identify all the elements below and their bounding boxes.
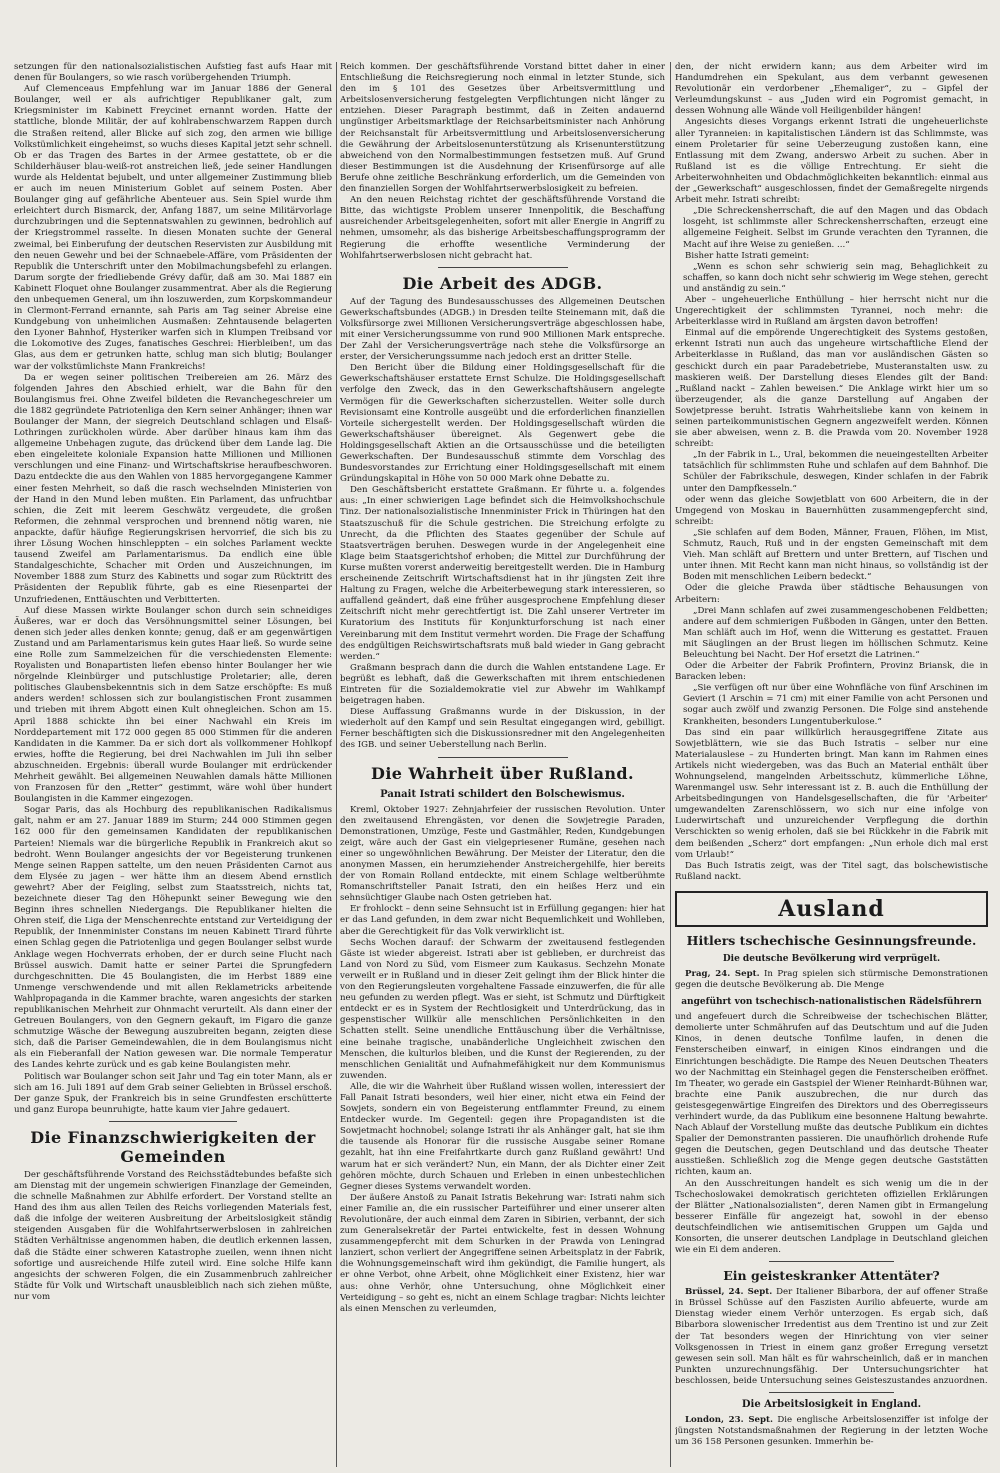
divider bbox=[438, 757, 568, 758]
emphasis-line: angeführt von tschechisch-nationalistischen Rädelsführern bbox=[681, 997, 982, 1008]
paragraph: Er frohlockt – denn seine Sehnsucht ist in Erfüllung gegangen: hier hat er das Land gefunden, in dem zwar nicht Bequemlichkeit und Wohlleben, aber die Gerechtigkeit für das Volk verwirklicht ist. bbox=[340, 904, 665, 937]
headline-finanzschwierigkeiten: Die Finanzschwierigkeiten der Gemeinden bbox=[30, 1127, 316, 1166]
paragraph-text: Die englische Arbeitslosenziffer ist infolge der jüngsten Notstandsmaßnahmen der Regierung in der letzten Woche um 36 158 Personen gesunken. Immerhin be- bbox=[675, 1415, 988, 1448]
paragraph bbox=[675, 1287, 988, 1387]
paragraph: Auf diese Massen wirkte Boulanger schon durch sein schneidiges Äußeres, war er doch das Versöhnungsmittel seiner Lösungen, bei denen sich jeder alles denken konnte; genug, daß er am gegenwärtigen Zustand und am Parlamentarismus kein gutes Haar ließ. So wurde seine eine Rolle zum Sammelzeichen für die verschiedensten Elemente: Royalisten und Bonapartisten liefen ebenso hinter Boulanger her wie nörgelnde Kleinbürger und putschlustige Proletarier; alle, deren politisches Glaubensbekenntnis sich in dem Satze erschöpfte: Es muß anders werden! schlossen sich zur boulangistischen Front zusammen und trieben mit ihrem Abgott einen Kult ohnegleichen. Schon am 15. April 1888 schickte ihn bei einer Nachwahl ein Kreis im Norddepartement mit 172 000 gegen 85 000 Stimmen für die anderen Kandidaten in die Kammer. Da er sich dort als vollkommener Hohlkopf erwies, hoffte die Regierung, bei drei Nachwahlen im Juli ihn selber abzuschneiden. Ergebnis: überall wurde Boulanger mit erdrückender Mehrheit gewählt. Bei allgemeinen Neuwahlen damals hätte Millionen von Franzosen für den „Retter“ gestimmt, wäre wohl über hundert Boulangisten in die Kammer eingezogen. bbox=[14, 605, 332, 805]
paragraph: Den Bericht über die Bildung einer Holdingsgesellschaft für die Gewerkschaftshäuser erstattete Ernst Schulze. Die Holdingsgesellschaft verfolge den Zweck, das in den Gewerkschaftshäusern angelegte Vermögen für die Gewerkschaften sicherzustellen. Weiter solle durch Revisionsamt eine Kontrolle ausgeübt und die erforderlichen finanziellen Vorteile sichergestellt werden. Der Holdingsgesellschaft würden die Gewerkschaftshäuser übereignet. Als Gegenwert gebe die Holdingsgesellschaft Aktien an die Ortsausschüsse und die beteiligten Gewerkschaften. Der Bundesausschuß stimmte dem Vorschlag des Bundesvorstandes zur Errichtung einer Holdingsgesellschaft mit einem Gründungskapital in Höhe von 50 000 Mark ohne Debatte zu. bbox=[340, 363, 665, 485]
paragraph: den, der nicht erwidern kann; aus dem Arbeiter wird im Handumdrehen ein Spekulant, aus dem verbannt gewesenen Revolutionär ein verdorbener „Ehemaliger“, zu – Gipfel der Verleumdungskunst – aus „Juden wird ein Pogromist gemacht, in dessen Wohnung alle Wände voll Heiligenbilder hängen! bbox=[675, 62, 988, 117]
paragraph: Das sind ein paar willkürlich herausgegriffene Zitate aus Sowjetblättern, wie sie das Buch Istratis – selber nur eine Materialauslese – zu Hunderten bringt. Man kann im Rahmen eines Artikels nicht wiedergeben, was das Buch an Material enthält über Wohnungselend, mangelnden Arbeitsschutz, kümmerliche Löhne, Warenmangel usw. Sehr interessant ist z. B. auch die Enthüllung der Arbeitsbedingungen von Handelsgesellschaften, die für 'Arbeiter' umgewandelten Zarenschlössern, wo sich nur eine infolge von Luderwirtschaft und unzureichender Verpflegung die dorthin Verschickten so wenig erholen, daß sie bei Rückkehr in die Fabrik mit dem beißenden „Scherz“ dort empfangen: „Nun erhole dich mal erst vom Urlaub!“ bbox=[675, 727, 988, 860]
paragraph: Aber – ungeheuerliche Enthüllung – hier herrscht nicht nur die Ungerechtigkeit der schlimmsten Tyrannei, noch mehr: die Arbeiterklasse wird in Rußland am ärgsten davon betroffen! bbox=[675, 294, 988, 328]
quote: „Wenn es schon sehr schwierig sein mag, Behaglichkeit zu schaffen, so kann doch nicht sehr schwierig im Wege stehen, gerecht und anständig zu sein.“ bbox=[683, 261, 988, 294]
paragraph: Graßmann besprach dann die durch die Wahlen entstandene Lage. Er begrüßt es lebhaft, daß die Gewerkschaften mit ihrem entschiedenen Eintreten für die Sozialdemokratie viel zur Abwehr im Wahlkampf beigetragen haben. bbox=[340, 662, 665, 707]
paragraph: Einmal auf die empörende Ungerechtigkeit des Systems gestoßen, erkennt Istrati nun auch das ungeheure wirtschaftliche Elend der Arbeiterklasse in Rußland, das man vor ausländischen Gästen so geschickt durch ein paar Paradebetriebe, Musteranstalten usw. zu maskieren weiß. Der Darstellung dieses Elendes gilt der Band: „Rußland nackt – Zahlen beweisen.“ Die Anklage wirkt hier um so überzeugender, als die ganze Darstellung auf Angaben der Sowjetpresse beruht. Istratis Wahrheitsliebe kann von keinem in seinen parteikommunistischen Gegnern angezweifelt werden. Können sie aber abweisen, wenn z. B. die Prawda vom 20. November 1928 schreibt: bbox=[675, 328, 988, 450]
quote: „Drei Mann schlafen auf zwei zusammengeschobenen Feldbetten; andere auf dem schmierigen Fußboden in Gängen, unter den Betten. Man schläft auch im Hof, wenn die Witterung es gestattet. Frauen mit Säuglingen an der Brust liegen im höllischen Schmutz. Keine Beleuchtung bei Nacht. Der Hof ersetzt die Latrinen.“ bbox=[683, 605, 988, 660]
headline-arbeit-adgb: Die Arbeit des ADGB. bbox=[402, 273, 603, 293]
subheadline-istrati: Panait Istrati schildert den Bolschewismus. bbox=[380, 788, 625, 800]
paragraph bbox=[675, 969, 988, 991]
paragraph: setzungen für den nationalsozialistischen Aufstieg fast aufs Haar mit denen für Boulangers, so wie rasch vorübergehenden Triumph. bbox=[14, 62, 332, 84]
paragraph: Den Geschäftsbericht erstattete Graßmann. Er führte u. a. folgendes aus: „In einer schwierigen Lage befindet sich die Heimvolkshochschule Tinz. Der nationalsozialistische Innenminister Frick in Thüringen hat den Staatszuschuß für die Schule gestrichen. Die Streichung erfolgte zu Unrecht, da die Pflichten des Staates gegenüber der Schule auf Staatsverträgen beruhen. Deswegen wurde in der Angelegenheit eine Klage beim Staatsgerichtshof erhoben; die Mittel zur Durchführung der Kurse mußten vorerst anderweitig bereitgestellt werden. Die in Hamburg erscheinende Zeitschrift Wirtschaftsdienst hat in ihr jüngsten Zeit ihre Haltung zu Fragen, welche die Arbeiterbewegung stark interessieren, so auffallend geändert, daß eine früher ausgesprochene Empfehlung dieser Zeitschrift nicht mehr gerechtfertigt ist. Die Zahl unserer Vertreter im Kuratorium des Instituts für Konjunkturforschung ist nach einer Vereinbarung mit dem Institut vermehrt worden. Die Frage der Schaffung des endgültigen Reichswirtschaftsrats muß bald wieder in Gang gebracht werden.“ bbox=[340, 485, 665, 662]
paragraph: An den neuen Reichstag richtet der geschäftsführende Vorstand die Bitte, das wichtigste Problem unserer Innenpolitik, die Beschaffung ausreichender Arbeitsgelegenheiten, sofort mit aller Energie in Angriff zu nehmen, umsomehr, als das bisherige Arbeitsbeschaffungsprogramm der Regierung die erhoffte wesentliche Verminderung der Wohlfahrtserwerbslosen nicht gebracht hat. bbox=[340, 195, 665, 261]
paragraph: Da er wegen seiner politischen Treibereien am 26. März des folgenden Jahres den Abschied erhielt, war die Bahn für den Boulangismus frei. Ohne Zweifel bildeten die Revanchegeschreier um die 1882 gegründete Patriotenliga den Kern seiner Anhänger; ihnen war Boulanger der Mann, der siegreich Deutschland schlagen und Elsaß-Lothringen zurückholen würde. Aber darüber hinaus kam ihm das allgemeine Unbehagen zugute, das drückend über dem Lande lag. Die eben eingeleitete koloniale Expansion hatte Millionen und Millionen verschlungen und eine Finanz- und Wirtschaftskrise heraufbeschworen. Dazu entdeckte die aus den Wahlen von 1885 hervorgegangene Kammer einer festen Mehrheit, so daß die rasch wechselnden Ministerien von der Hand in den Mund leben mußten. Ein Parlament, das unfruchtbar schien, die Zeit mit leerem Geschwätz vergeudete, die großen Reformen, die zehnmal versprochen und brennend nötig waren, nie anpackte, dafür häufige Regierungskrisen hervorrief, die sich bis zu ihrer Lösung Wochen hinschleppten – ein solches Parlament weckte tausend Zweifel am Parlamentarismus. Da endlich eine üble Standalgeschichte, Schacher mit Orden und Auszeichnungen, im November 1888 zum Sturz des Kabinetts und sogar zum Rücktritt des Präsidenten der Republik führte, gab es eine Riesenpartei der Unzufriedenen, Enttäuschten und Verbitterten. bbox=[14, 372, 332, 605]
paragraph: Diese Auffassung Graßmanns wurde in der Diskussion, in der wiederholt auf den Kampf und sein Resultat eingegangen wird, gebilligt. Ferner beschäftigten sich die Diskussionsredner mit den Angelegenheiten des IGB. und seiner Ueberstellung nach Berlin. bbox=[340, 707, 665, 751]
paragraph: Sogar Paris, das als Hochburg des republikanischen Radikalismus galt, nahm er am 27. Januar 1889 im Sturm; 244 000 Stimmen gegen 162 000 für den gemeinsamen Kandidaten der republikanischen Parteien! Niemals war die bürgerliche Republik in Frankreich akut so bedroht. Wenn Boulanger angesichts der vor Begeisterung trunkenen Menge seinen Rappen sattelte, um den neuen Präsidenten Carnot aus dem Elysée zu jagen – wer hätte ihm an diesem Abend ernstlich gewehrt? Aber der Feigling, selbst zum Staatsstreich, nichts tat, bezeichnete dieser Tag den Höhepunkt seiner Bewegung wie den Beginn ihres schnellen Niedergangs. Die Republikaner hielten die Ohren steif, die Liga der Menschenrechte entstand zur Verteidigung der Republik, der Innenminister Constans im neuen Kabinett Tirard führte einen Schlag gegen die Patriotenliga und gegen Boulanger selbst wurde Anklage wegen Hochverrats erhoben, der er durch seine Flucht nach Brüssel auswich. Damit hatte er seiner Partei die Sprungfedern durchgeschnitten. Die 45 Boulangisten, die im Herbst 1889 eine Unmenge verschwendende und mit allen Reklametricks arbeitende Wahlpropaganda in die Kammer brachte, waren angesichts der starken republikanischen Mehrheit zur Ohnmacht verurteilt. Als dann einer der Getreuen Boulangers, von den Gegnern gekauft, im Figaro die ganze schmutzige Wäsche der Bewegung auszubreiten begann, zeigten diese sich, daß die Pariser Gemeindewahlen, die in dem Boulangismus nicht als ein Fieberanfall der Nation gewesen war. Die normale Temperatur des Landes kehrte zurück und es gab keine Boulangisten mehr. bbox=[14, 805, 332, 1071]
column-rule bbox=[670, 62, 671, 1467]
headline-hitlers-tschechische: Hitlers tschechische Gesinnungsfreunde. bbox=[686, 932, 977, 948]
paragraph-text: In Prag spielen sich stürmische Demonstrationen gegen die deutsche Bevölkerung ab. Die Menge bbox=[675, 968, 988, 991]
paragraph: oder wenn das gleiche Sowjetblatt von 600 Arbeitern, die in der Umgegend von Moskau in Bauernhütten zusammengepfercht sind, schreibt: bbox=[675, 494, 988, 527]
paragraph: An den Ausschreitungen handelt es sich wenig um die in der Tschechoslowakei demokratisch gerichteten offiziellen Erklärungen der Blätter „Nationalsozialisten“, deren Namen gibt in Ermangelung besserer Einfälle für angezeigt hat, sowohl in der ebenso deutschfeindlichen wie antisemitischen Gruppen um Gajda und Konsorten, die unserer deutschen Landplage in Deutschland gleichen wie ein Ei dem anderen. bbox=[675, 1178, 988, 1256]
quote: „Sie verfügen oft nur über eine Wohnfläche von fünf Arschinen im Geviert (1 Arschin = 71 cm) mit einer Familie von acht Personen und sogar auch zwölf und zwanzig Personen. Die Folge sind anstehende Krankheiten, besonders Lungentuberkulose.“ bbox=[683, 683, 988, 727]
paragraph-text: Der Italiener Bibarbora, der auf offener Straße in Brüssel Schüsse auf den Faszisten Aurilio abfeuerte, wurde am Dienstag wieder einem Verhör unterzogen. Es ergab sich, daß Bibarbora slowenischer Irredentist aus dem Trentino ist und zur Zeit der Tat besonders wegen der Hinrichtung von vier seiner Volksgenossen in Triest in einem ganz großer Erregung versetzt gewesen sein soll. Man hält es für wahrscheinlich, daß er in manchen Punkten unzurechnungsfähig. Der Untersuchungsrichter hat beschlossen, beide Untersuchung seines Geisteszustandes anzuordnen. bbox=[675, 1287, 988, 1386]
headline-arbeitslosigkeit-england: Die Arbeitslosigkeit in England. bbox=[741, 1399, 922, 1411]
paragraph: Der geschäftsführende Vorstand des Reichsstädtebundes befaßte sich am Dienstag mit der ungemein schwierigen Finanzlage der Gemeinden, die schnelle Maßnahmen zur Abhilfe erfordert. Der Vorstand stellte an Hand des ihm aus allen Teilen des Reichs vorliegenden Materials fest, daß die infolge der weiteren Ausbreitung der Arbeitslosigkeit ständig steigenden Ausgaben für die Wohlfahrtserwerbslosen in zahlreichen Städten Verhältnisse angenommen haben, die deutlich erkennen lassen, daß die Städte einer schweren Katastrophe zueilen, wenn ihnen nicht sofortige und ausreichende Hilfe zuteil wird. Eine solche Hilfe kann angesichts der schweren Folgen, die ein Zusammenbruch zahlreicher Städte für Volk und Wirtschaft unausbleiblich nach sich ziehen müßte, nur vom bbox=[14, 1169, 332, 1302]
section-header-ausland: Ausland bbox=[675, 891, 988, 927]
dateline: Prag, 24. Sept. bbox=[685, 968, 760, 979]
headline-wahrheit-russland: Die Wahrheit über Rußland. bbox=[371, 763, 634, 783]
dateline: London, 23. Sept. bbox=[685, 1415, 773, 1426]
divider bbox=[438, 267, 568, 268]
paragraph: Oder die Arbeiter der Fabrik Profintern, Provinz Briansk, die in Baracken leben: bbox=[675, 661, 988, 683]
quote: „In der Fabrik in L., Ural, bekommen die neueingestellten Arbeiter tatsächlich für schlimmsten Ruhe und schlafen auf dem Bahnhof. Die Schüler der Fabrikschule, deswegen, Kinder schlafen in der Fabrik unter den Dampfkesseln.“ bbox=[683, 450, 988, 494]
headline-attentaeter: Ein geisteskranker Attentäter? bbox=[723, 1268, 940, 1284]
divider bbox=[109, 1121, 236, 1122]
quote: „Die Schreckensherrschaft, die auf den Magen und das Obdach losgeht, ist schlimmste aller Schreckensherrschaften, erzeugt eine allgemeine Feigheit. Selbst im Grunde verachten den Tyrannen, die Macht auf ihre Weise zu genießen. ...“ bbox=[683, 206, 988, 250]
dateline: Brüssel, 24. Sept. bbox=[685, 1287, 773, 1298]
paragraph: Oder die gleiche Prawda über städtische Behausungen von Arbeitern: bbox=[675, 583, 988, 605]
divider bbox=[769, 1392, 894, 1393]
paragraph: Alle, die wir die Wahrheit über Rußland wissen wollen, interessiert der Fall Panait Istrati besonders, weil hier einer, nicht etwa ein Feind der Sowjets, sondern ein von Begeisterung entflammter Freund, zu einem Entdecker wurde. Im Gegenteil: gegen ihre Propagandisten ist die Sowjetmacht hochnobel; solange Istrati ihr als Anhänger galt, hat sie ihm die tausende als Honorar für die russische Ausgabe seiner Romane gezahlt, hat ihn eine Freifahrtkarte durch ganz Rußland gewährt! Und warum hat er sich verändert? Nun, ein Mann, der als Dichter einer Zeit gehören möchte, durch Schauen und Erleben in einen unbestechlichen Gegner dieses Systems verwandelt worden. bbox=[340, 1081, 665, 1192]
paragraph: Kreml, Oktober 1927: Zehnjahrfeier der russischen Revolution. Unter den zweitausend Ehrengästen, vor denen die Sowjetregie Paraden, Demonstrationen, Umzüge, Feste und Gastmähler, Reden, Kundgebungen zeigt, wäre auch der Gast ein vielgepriesener Rumäne, gesehen nach einer so ungewöhnlichen Bewährung. Der Meister der Literatur, den die anonymen Massen, ein herumziehender Anstreichergehilfe, hier bereits der von Romain Rolland entdeckte, mit einem Schlage weltberühmte Romanschriftsteller Panait Istrati, den ein heißes Herz und ein sehnsüchtiger Glaube nach Osten getrieben hat. bbox=[340, 804, 665, 904]
column-rule bbox=[336, 62, 337, 1467]
paragraph: Der äußere Anstoß zu Panait Istratis Bekehrung war: Istrati nahm sich einer Familie an, die ein russischer Parteiführer und einer unserer alten Revolutionäre, der auch einmal dem Zaren in Sibirien, verbannt, der sich zum Generalsekretär der Partei entwickelte, fest in dessen Wohnung zusammengepfercht mit dem Schurken in der Prawda von Leningrad lanziert, schon verliert der Angegriffene seinen Arbeitsplatz in der Fabrik, die Wohnungsgemeinschaft wird ihm gekündigt, die Familie hungert, als er ohne Verbot, ohne Arbeit, ohne Möglichkeit einer Existenz, hier war aus: ohne Verhör, ohne Untersuchung, ohne Möglichkeit einer Verteidigung – so geht es, nicht an einem Schlage tragbar: Nichts leichter als einen Menschen zu verleumden, bbox=[340, 1192, 665, 1314]
paragraph: Sechs Wochen darauf: der Schwarm der zweitausend festlegenden Gäste ist wieder abgereist. Istrati aber ist geblieben, er durchreist das Land von Nord zu Süd, vom Eismeer zum Kaukasus. Sechzehn Monate verweilt er in Rußland und in dieser Zeit gelingt ihm der Blick hinter die von den Regierungsleuten vorgehaltene Fassade einzuwerfen, die für alle neu gefunden zu werden pflegt. Was er sieht, ist Schmutz und Dürftigkeit entdeckt er es in System der Rechtlosigkeit und Unterdrückung, das in gespenstischer Willkür alle menschlichen Persönlichkeiten in den Schatten stellt. Seine unendliche Enttäuschung über die Verhältnisse, eine beinahe tragische, unabänderliche Ungleichheit zwischen den Menschen, die kulturlos bleiben, und die Kunst der Regierenden, zu der menschlichen Genialität und Aufnahmefähigkeit nur dem Kommunismus zuwenden. bbox=[340, 937, 665, 1081]
subheadline-bevoelkerung: Die deutsche Bevölkerung wird verprügelt. bbox=[722, 953, 941, 964]
paragraph: Reich kommen. Der geschäftsführende Vorstand bittet daher in einer Entschließung die Reichsregierung noch einmal in letzter Stunde, sich den im § 101 des Gesetzes über Arbeitsvermittlung und Arbeitslosenversicherung festgelegten Verpflichtungen nicht länger zu entziehen. Dieser Paragraph bestimmt, daß in Zeiten andauernd ungünstiger Arbeitsmarktlage der Reichsarbeitsminister nach Anhörung der Reichsanstalt für Arbeitsvermittlung und Arbeitslosenversicherung die Gewährung der Arbeitslosenunterstützung als Krisenunterstützung abweichend von den Normalbestimmungen festsetzen muß. Auf Grund dieser Bestimmungen ist die Ausdehnung der Krisenfürsorge auf alle Berufe ohne zeitliche Beschränkung erforderlich, um die Gemeinden von den finanziellen Sorgen der Wohlfahrtserwerbslosigkeit zu befreien. bbox=[340, 62, 665, 195]
paragraph bbox=[675, 1415, 988, 1448]
paragraph: Politisch war Boulanger schon seit Jahr und Tag ein toter Mann, als er sich am 16. Juli 1891 auf dem Grab seiner Geliebten in Brüssel erschoß. Der ganze Spuk, der Frankreich bis in seine Grundfesten erschütterte und ganz Europa beunruhigte, hatte kaum vier Jahre gedauert. bbox=[14, 1071, 332, 1115]
paragraph: Auf Clemenceaus Empfehlung war im Januar 1886 der General Boulanger, weil er als aufrichtiger Republikaner galt, zum Kriegsminister im Kabinett Freycinet ernannt worden. Hatte der stattliche, blonde Militär, der auf kohlrabenschwarzem Rappen durch die Straßen reitend, aller Blicke auf sich zog, den armen wie billige Volkstümlichkeit eingeheimst, so wuchs dieses Kapital jetzt sehr schnell. Ob er das Tragen des Bartes in der Armee gestattete, ob er die Schilderhäuser blau-weiß-rot anstreichen ließ, jede seiner Handlungen wurde als Heldentat bejubelt, und unter allgemeiner Zustimmung blieb er auch im neuen Ministerium Goblet auf seinem Posten. Aber Boulanger ging auf gefährliche Abenteuer aus. Sein Spiel wurde ihm erleichtert durch Bismarck, der, Anfang 1887, um seine Militärvorlage durchzubringen und die Septennatswahlen zu gewinnen, bedrohlich auf der Kriegstrommel rasselte. In diesen Monaten suchte der General zweimal, bei Einberufung der deutschen Reservisten zur Ausbildung mit den neuen Gewehr und bei der Schnaebele-Affäre, vom Präsidenten der Republik die Unterschrift unter den Mobilmachungsbefehl zu erlangen. Darum sorgte der friedliebende Grévy dafür, daß am 30. Mai 1887 ein Kabinett Floquet ohne Boulanger zusammentrat. Aber als die Regierung den unbequemen General, um ihn loszuwerden, zum Korpskommandeur in Clermont-Ferrand ernannte, sah Paris am Tag seiner Abreise eine Kundgebung von unheimlichen Ausmaßen: Zehntausende belagerten den Lyoner Bahnhof, Hysteriker warfen sich in Klumpen Treibsand vor die Lokomotive des Zuges, fanatisches Geschrei: Hierbleiben!, um das Glas, aus dem er getrunken hatte, schlug man sich blutig; Boulanger war der volkstümlichste Mann Frankreichs! bbox=[14, 84, 332, 372]
column-3 bbox=[675, 62, 988, 1467]
paragraph: Angesichts dieses Vorgangs erkennt Istrati die ungeheuerlichste aller Tyranneien: in kapitalistischen Ländern ist das Schlimmste, was einem Proletarier für seine Ueberzeugung zustoßen kann, eine Entlassung mit dem Zwang, anderswo Arbeit zu suchen. Aber in Rußland ist es die völlige Entrechtung. Er sieht die Arbeiterwohnheiten und Obdachmöglichkeiten bekanntlich: einmal aus der „Gewerkschaft“ ausgeschlossen, findet der Gemaßregelte nirgends Arbeit mehr. Istrati schreibt: bbox=[675, 117, 988, 206]
paragraph: und angefeuert durch die Schreibweise der tschechischen Blätter, demolierte unter Schmährufen auf das Deutschtum und auf die Juden Kinos, in denen deutsche Tonfilme laufen, in denen die Fensterscheiben einwarf, in einigen Kinos eindrangen und die Einrichtungen beschädigte. Die Rampe des Neuen Deutschen Theaters wo der Nachmittag ein Steinhagel gegen die Fensterscheiben eröffnet. Im Theater, wo gerade ein Gastspiel der Wiener Reinhardt-Bühnen war, brachte eine Panik auszubrechen, die nur durch das geistesgegenwärtige Eingreifen des Direktors und des Oberregisseurs verhindert wurde, da das Publikum eine besonnene Haltung bewahrte. Nach Ablauf der Vorstellung mußte das deutsche Publikum ein dichtes Spalier der Demonstranten passieren. Die unaufhörlich drohende Rufe gegen die Deutschen, gegen Deutschland und das deutsche Theater ausstießen. Schließlich zog die Menge gegen deutsche Gaststätten richten, kaum an. bbox=[675, 1012, 988, 1178]
column-2 bbox=[340, 62, 665, 1467]
paragraph: Auf der Tagung des Bundesausschusses des Allgemeinen Deutschen Gewerkschaftsbundes (ADGB.) in Dresden teilte Steinemann mit, daß die Volksfürsorge zwei Millionen Versicherungsverträge abgeschlossen habe, mit einer Versicherungssumme von rund 900 Millionen Mark entspreche. Der Zahl der Versicherungsverträge nach stehe die Volksfürsorge an erster, der Versicherungssumme nach jedoch erst an dritter Stelle. bbox=[340, 296, 665, 363]
paragraph: Das Buch Istratis zeigt, was der Titel sagt, das bolschewistische Rußland nackt. bbox=[675, 860, 988, 882]
column-1 bbox=[14, 62, 332, 1467]
quote: „Sie schlafen auf dem Boden, Männer, Frauen, Flöhen, im Mist, Schmutz, Rauch, Ruß und in der engsten Gemeinschaft mit dem Vieh. Man schläft auf Brettern und unter Brettern, auf Tischen und unter ihnen. Mit Recht kann man nicht hinaus, so vollständig ist der Boden mit menschlichen Leibern bedeckt.“ bbox=[683, 527, 988, 583]
divider bbox=[769, 1261, 894, 1262]
paragraph: Bisher hatte Istrati gemeint: bbox=[685, 250, 810, 261]
